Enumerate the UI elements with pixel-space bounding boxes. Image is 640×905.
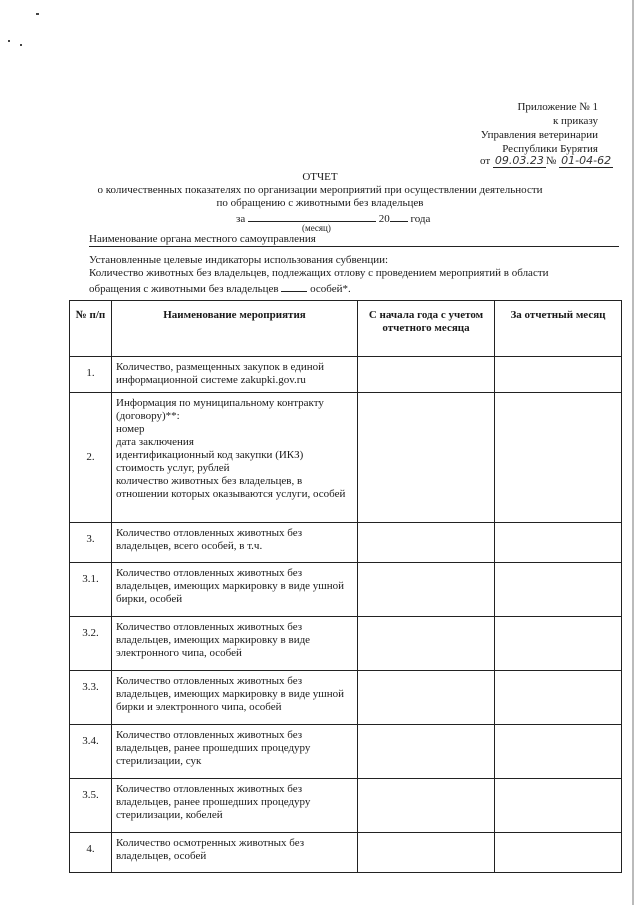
row-month-cell[interactable] [495, 357, 622, 393]
row-month-cell[interactable] [495, 725, 622, 779]
from-label: от [480, 155, 491, 167]
indicators-text-1: Количество животных без владельцев, подлежащих отлову с проведением мероприятий в области [89, 267, 549, 279]
row-num: 3.1. [70, 563, 112, 617]
month-blank [248, 210, 376, 222]
org-label: Наименование органа местного самоуправления [89, 233, 316, 245]
table-row [70, 725, 622, 779]
col-header-ytd: С начала года с учетом отчетного месяца [358, 301, 495, 357]
row-num: 3.2. [70, 617, 112, 671]
row-ytd-cell[interactable] [358, 725, 495, 779]
row-ytd-cell[interactable] [358, 563, 495, 617]
table-row [70, 393, 622, 523]
row-month-cell[interactable] [495, 563, 622, 617]
row-num: 3.3. [70, 671, 112, 725]
row-ytd-cell[interactable] [358, 523, 495, 563]
month-hint: (месяц) [302, 223, 331, 233]
row-ytd-cell[interactable] [358, 617, 495, 671]
order-date-number [480, 154, 620, 168]
row-month-cell[interactable] [495, 617, 622, 671]
indicators-text-2a: обращения с животными без владельцев [89, 283, 279, 295]
row-name: Количество отловленных животных без владельцев, ранее прошедших процедуру стерилизации, кобелей [112, 779, 358, 833]
row-month-cell[interactable] [495, 671, 622, 725]
contract-line-4: идентификационный код закупки (ИКЗ) [116, 449, 304, 461]
col-header-name: Наименование мероприятия [112, 301, 358, 357]
row-num: 3.4. [70, 725, 112, 779]
row-name: Количество осмотренных животных без владельцев, особей [112, 833, 358, 873]
table-row [70, 779, 622, 833]
org-name-line [89, 233, 619, 247]
row-name: Количество отловленных животных без владельцев, ранее прошедших процедуру стерилизации, сук [112, 725, 358, 779]
row-month-cell[interactable] [495, 779, 622, 833]
row-name: Количество отловленных животных без владельцев, имеющих маркировку в виде электронного чипа, особей [112, 617, 358, 671]
table-row [70, 523, 622, 563]
scan-mark [36, 13, 39, 15]
report-period [236, 210, 430, 226]
period-prefix: за [236, 213, 246, 225]
row-name-contract [112, 393, 358, 523]
row-num: 2. [70, 393, 112, 523]
appendix-republic: Республики Бурятия [502, 143, 598, 155]
number-label: № [545, 155, 557, 167]
row-name: Количество, размещенных закупок в единой информационной системе zakupki.gov.ru [112, 357, 358, 393]
row-name: Количество отловленных животных без владельцев, имеющих маркировку в виде ушной бирки, особей [112, 563, 358, 617]
order-date: 09.03.23 [494, 154, 544, 167]
row-month-cell[interactable] [495, 833, 622, 873]
row-ytd-cell[interactable] [358, 393, 495, 523]
indicators-text-2 [89, 280, 351, 296]
indicators-label: Установленные целевые индикаторы использования субвенции: [89, 254, 389, 266]
row-num: 3. [70, 523, 112, 563]
report-subtitle-2: по обращению с животными без владельцев [216, 197, 424, 209]
table-row [70, 833, 622, 873]
col-header-month: За отчетный месяц [495, 301, 622, 357]
row-name: Количество отловленных животных без владельцев, имеющих маркировку в виде ушной бирки и электронного чипа, особей [112, 671, 358, 725]
row-ytd-cell[interactable] [358, 779, 495, 833]
row-ytd-cell[interactable] [358, 357, 495, 393]
appendix-order: к приказу [552, 115, 598, 127]
table-row [70, 357, 622, 393]
table-row [70, 617, 622, 671]
contract-line-2: номер [116, 423, 145, 435]
row-month-cell[interactable] [495, 523, 622, 563]
period-suffix: года [410, 213, 431, 225]
row-num: 4. [70, 833, 112, 873]
contract-line-6: количество животных без владельцев, в отношении которых оказываются услуги, особей [116, 475, 346, 500]
contract-line-5: стоимость услуг, рублей [116, 462, 230, 474]
report-subtitle-1: о количественных показателях по организации мероприятий при осуществлении деятельности [97, 184, 543, 196]
row-num: 1. [70, 357, 112, 393]
row-name: Количество отловленных животных без владельцев, всего особей, в т.ч. [112, 523, 358, 563]
row-ytd-cell[interactable] [358, 833, 495, 873]
scan-edge [632, 0, 634, 905]
contract-line-3: дата заключения [116, 436, 194, 448]
table-header-row [70, 301, 622, 357]
col-header-num: № п/п [70, 301, 112, 357]
scan-mark [8, 40, 10, 42]
period-year-prefix: 20 [378, 213, 390, 225]
row-ytd-cell[interactable] [358, 671, 495, 725]
table-row [70, 671, 622, 725]
contract-line-1: Информация по муниципальному контракту (договору)**: [116, 397, 324, 422]
year-blank [390, 210, 408, 222]
report-title: ОТЧЕТ [302, 171, 338, 183]
appendix-department: Управления ветеринарии [480, 129, 598, 141]
row-num: 3.5. [70, 779, 112, 833]
report-table [69, 300, 622, 873]
row-month-cell[interactable] [495, 393, 622, 523]
table-row [70, 563, 622, 617]
scan-mark [20, 44, 22, 46]
animal-count-blank [281, 280, 307, 292]
indicators-text-2b: особей*. [310, 283, 351, 295]
order-number: 01-04-62 [561, 154, 612, 167]
appendix-number: Приложение № 1 [517, 101, 598, 113]
